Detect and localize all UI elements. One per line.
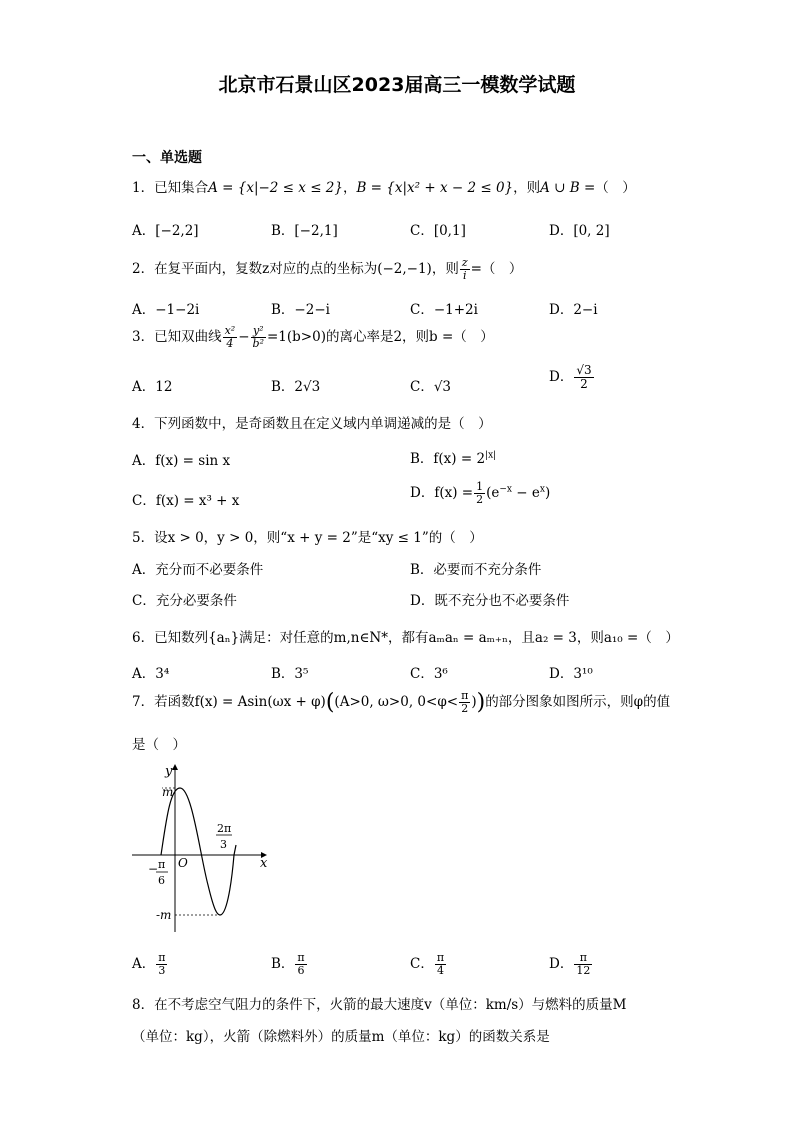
svg-text:−: − [148,862,159,876]
q1-stem: 1．已知集合 [132,180,209,196]
q3-option-b: B．2√3 [271,379,321,395]
q1-option-d: D．[0, 2] [549,223,610,239]
q3-fraction-y: $\frac{\text{y²}}{\text{b²}}$ [252,324,264,351]
q5-option-a: A．充分而不必要条件 [132,562,264,578]
question-7: 7．若函数f(x) = Asin(ωx + φ)((A>0, ω>0, 0<φ< $\frac{\pi}{2}$ ))的部分图象如图所示，则φ的值 [132,689,671,716]
graph-neg-m-label: -m [156,908,172,922]
q6-option-d: D．3¹⁰ [549,666,593,682]
q7-option-c: C． $\frac{\pi}{4}$ [410,951,445,978]
q4-option-a: A．f(x) = sin x [132,453,231,469]
q2-fraction: $\frac{z}{i}$ [461,256,468,283]
q1-set-a: A = {x|−2 ≤ x ≤ 2} [208,180,343,196]
q1-option-a: A．[−2,2] [132,223,199,239]
q3-eq: =1(b>0)的离心率是2，则b =（ ） [266,329,494,346]
q3-fraction-x: $\frac{\text{x²}}{4}$ [224,324,236,351]
q4-option-c: C．f(x) = x³ + x [132,493,240,509]
q4-option-b: B．$f(x) = 2^{|x|}$ [410,450,497,467]
q1-set-b: B = {x|x² + x − 2 ≤ 0} [356,180,514,196]
q7-stem-continued: 是（ ） [132,737,186,753]
question-8-line2: （单位：kg），火箭（除燃料外）的质量m（单位：kg）的函数关系是 [132,1029,550,1045]
q5-option-d: D．既不充分也不必要条件 [410,593,570,609]
q4-option-d: D．f(x) = $\frac{1}{2}$ $(e^{-x} - e^x)$ [410,480,551,507]
q2-option-a: A．−1−2i [132,302,200,318]
q2-stem: 2．在复平面内，复数z对应的点的坐标为(−2,−1)，则 [132,261,459,278]
question-2 [132,257,522,282]
q1-expr: A ∪ B = [540,180,596,196]
q2-tail: =（ ） [470,261,523,278]
q3-option-d: D． $\frac{√3}{2}$ [549,363,592,392]
question-3 [132,325,494,350]
question-1: 1．已知集合A = {x|−2 ≤ x ≤ 2}，B = {x|x² + x − 2 ≤ 0}，则A ∪ B =（ ） [132,180,636,196]
graph-y-label: y [165,764,173,779]
q7-option-d: D． $\frac{\pi}{12}$ [549,951,591,978]
q2-option-b: B．−2−i [271,302,330,318]
q3-minus: − [238,329,250,346]
q7-option-a: A． $\frac{\pi}{3}$ [132,951,166,978]
q3-option-a: A．12 [132,379,173,395]
q1-paren: （ ） [595,180,636,196]
graph-m-label: m [162,785,174,799]
question-6: 6．已知数列{aₙ}满足：对任意的m,n∈N*，都有aₘaₙ = aₘ₊ₙ，且a₂ = 3，则a₁₀ =（ ） [132,630,679,646]
question-4: 4．下列函数中，是奇函数且在定义域内单调递减的是（ ） [132,416,492,432]
q1-option-c: C．[0,1] [410,223,466,239]
q5-option-b: B．必要而不充分条件 [410,562,542,578]
graph-tick-right-num: 2π [217,822,232,835]
graph-tick-left-den: 6 [158,874,165,887]
graph-tick-right-den: 3 [220,838,227,851]
q7-option-b: B． $\frac{\pi}{6}$ [271,951,305,978]
q7-sine-graph [128,760,278,940]
q7-stem: 7．若函数f(x) = Asin(ωx + φ) [132,694,326,711]
graph-origin: O [178,856,188,870]
question-8: 8．在不考虑空气阻力的条件下，火箭的最大速度v（单位：km/s）与燃料的质量M [132,997,627,1013]
q3-stem: 3．已知双曲线 [132,329,222,346]
q1-option-b: B．[−2,1] [271,223,338,239]
q6-option-a: A．3⁴ [132,666,170,682]
q2-option-c: C．−1+2i [410,302,478,318]
q3-option-c: C．√3 [410,379,452,395]
graph-x-label: x [260,856,268,871]
graph-tick-left-num: π [158,858,166,871]
q6-option-c: C．3⁶ [410,666,448,682]
sine-curve [161,788,236,915]
q5-option-c: C．充分必要条件 [132,593,237,609]
q6-option-b: B．3⁵ [271,666,309,682]
section-heading: 一、单选题 [132,150,202,166]
page-title: 北京市石景山区2023届高三一模数学试题 [218,74,576,96]
question-5: 5．设x > 0，y > 0，则“x + y = 2”是“xy ≤ 1”的（ ） [132,530,483,546]
q1-stem-tail: ，则 [513,180,541,196]
q2-option-d: D．2−i [549,302,598,318]
